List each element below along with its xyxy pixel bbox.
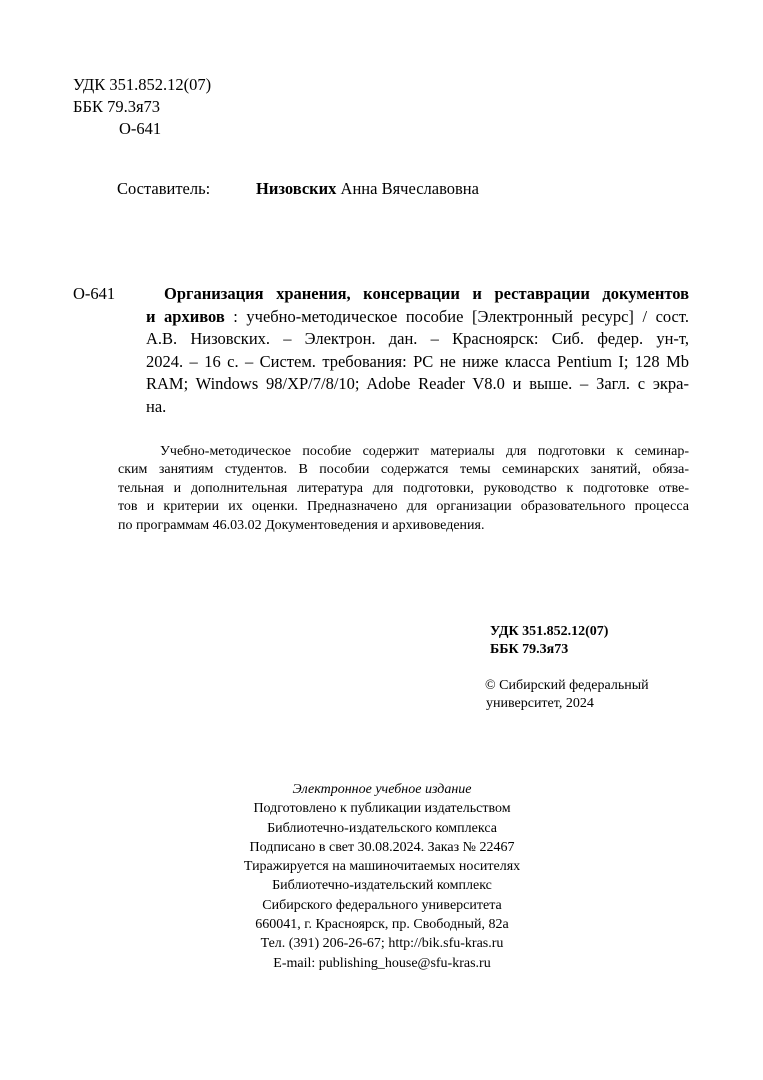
biblio-line-4: 2024. – 16 с. – Систем. требования: PC не ниже класса Pentium I; 128 Mb [146,351,689,371]
biblio-line-2 [146,306,689,329]
imprint-line: Подготовлено к публикации издательством [253,801,511,817]
biblio-title-part2: и архивов [146,306,225,326]
biblio-line-3: А.В. Низовских. – Электрон. дан. – Красноярск: Сиб. федер. ун-т, [146,329,689,349]
biblio-title-part1: Организация хранения, консервации и реставрации документов [164,284,689,303]
edition-type: Электронное учебное издание [292,782,472,797]
imprint [200,780,564,973]
imprint-line: Тиражируется на машиночитаемых носителях [243,859,521,875]
annotation-line: Учебно-методическое пособие содержит материалы для подготовки к семинар- [160,444,689,459]
imprint-line: 660041, г. Красноярск, пр. Свободный, 82а [255,917,509,933]
biblio-line-5: RAM; Windows 98/XP/7/8/10; Adobe Reader V8.0 и выше. – Загл. с экра- [146,374,689,394]
annotation-line: по программам 46.03.02 Документоведения и архивоведения. [118,517,485,533]
compiler-surname: Низовских [256,179,337,198]
imprint-line: Библиотечно-издательский комплекс [272,878,492,894]
imprint-line: E-mail: publishing_house@sfu-kras.ru [273,955,491,971]
copyright-line-2: университет, 2024 [486,696,594,711]
annotation [118,443,689,535]
annotation-line: ским занятиям студентов. В пособии содержатся темы семинарских занятий, обяза- [118,462,689,478]
bibliographic-description [146,283,689,419]
annotation-line: тельная и дополнительная литература для подготовки, руководство к подготовке отве- [118,480,689,496]
copyright-line-1: © Сибирский федеральный [485,678,649,693]
imprint-line: Библиотечно-издательского комплекса [267,820,497,836]
compiler-label: Составитель: [117,179,211,198]
imprint-line: Подписано в свет 30.08.2024. Заказ № 22467 [249,839,515,855]
imprint-line: Сибирского федерального университета [262,897,502,913]
imprint-line: Тел. (391) 206-26-67; http://bik.sfu-kras.ru [260,936,504,952]
biblio-line-6: на. [146,396,167,416]
compiler-name [256,178,479,200]
right-udk [490,623,608,641]
right-udk-text: УДК 351.852.12(07) [490,624,609,639]
author-mark: О-641 [119,119,162,138]
udk-code: УДК 351.852.12(07) [73,75,212,94]
biblio-line-2-rest: : учебно-методическое пособие [Электронный ресурс] / сост. [224,306,689,326]
bbk-code: ББК 79.3я73 [73,97,161,116]
right-bbk [490,641,568,659]
right-bbk-text: ББК 79.3я73 [490,642,569,657]
biblio-code: О-641 [73,284,116,303]
biblio-line-1 [146,283,689,306]
compiler-given-names: Анна Вячеславовна [336,179,479,198]
annotation-line: тов и критерии их оценки. Предназначено для организации образовательного процесса [118,499,689,515]
